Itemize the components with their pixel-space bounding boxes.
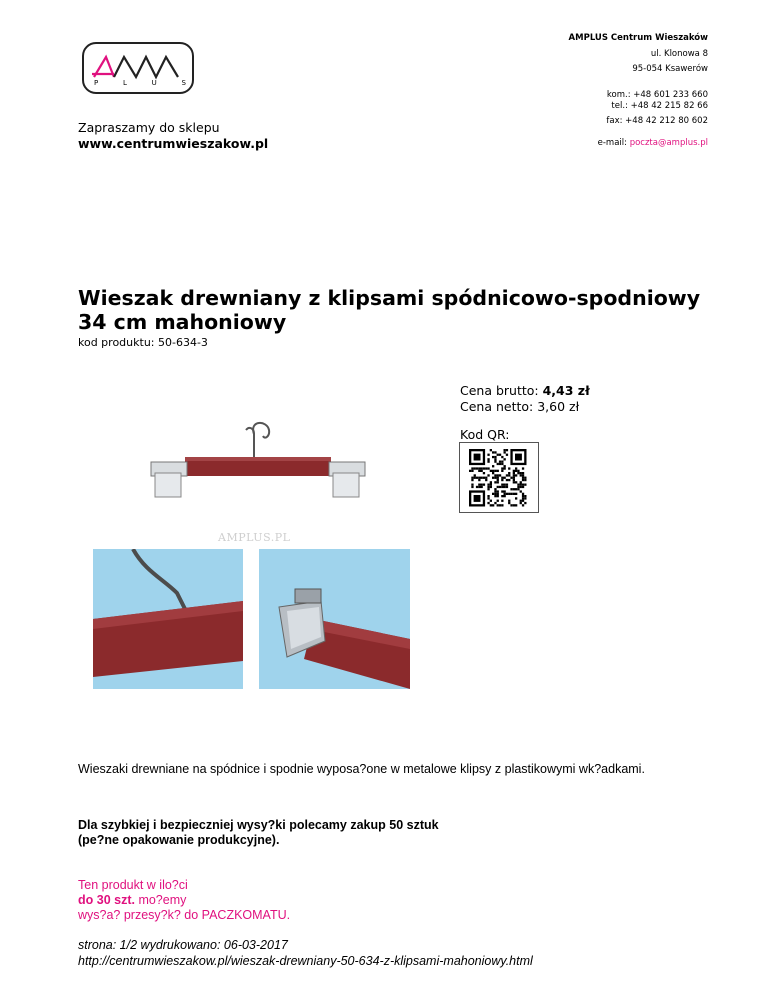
shop-url-link[interactable]: www.centrumwieszakow.pl — [78, 136, 269, 151]
promo-line-2: do 30 szt. mo?emy — [78, 893, 187, 907]
promo-line-1: Ten produkt w ilo?ci — [78, 878, 188, 892]
shop-invite — [78, 120, 268, 152]
shipping-line-2: (pe?ne opakowanie produkcyjne). — [78, 833, 280, 847]
company-street: ul. Klonowa 8 — [650, 48, 708, 59]
company-city: 95-054 Ksawerów — [632, 64, 708, 74]
product-code: kod produktu: 50-634-3 — [78, 336, 208, 349]
price-block — [460, 383, 590, 415]
price-gross-line: Cena brutto: 4,43 zł — [460, 383, 590, 398]
company-fax: fax: +48 42 212 80 602 — [606, 115, 708, 126]
price-net: 3,60 zł — [537, 399, 580, 414]
company-info — [569, 34, 708, 148]
company-email-line — [569, 139, 708, 148]
qr-label: Kod QR: — [460, 427, 510, 442]
company-name: AMPLUS Centrum Wieszaków — [568, 33, 708, 43]
shipping-recommendation — [78, 818, 439, 848]
email-link[interactable]: poczta@amplus.pl — [629, 138, 708, 148]
footer-page-info: strona: 1/2 wydrukowano: 06-03-2017 — [78, 938, 288, 952]
detail-photo-clip — [259, 549, 410, 689]
email-label: e-mail: — [597, 138, 630, 148]
print-footer — [78, 937, 533, 969]
qr-code — [459, 442, 539, 513]
price-gross: 4,43 zł — [542, 383, 590, 398]
promo-line-3: wys?a? przesy?k? do PACZKOMATU. — [78, 908, 291, 922]
product-description: Wieszaki drewniane na spódnice i spodnie wyposa?one w metalowe klipsy z plastikowymi wk?adkami. — [78, 762, 645, 776]
invite-text: Zapraszamy do sklepu — [78, 120, 220, 135]
logo-letters: P L U S — [94, 79, 186, 87]
detail-photo-hook — [93, 549, 243, 689]
product-main-image — [137, 390, 377, 542]
company-mobile: kom.: +48 601 233 660 — [606, 89, 708, 100]
footer-url[interactable]: http://centrumwieszakow.pl/wieszak-drewniany-50-634-z-klipsami-mahoniowy.html — [78, 954, 533, 968]
product-title: Wieszak drewniany z klipsami spódnicowo-spodniowy 34 cm mahoniowy — [78, 286, 701, 334]
shipping-line-1: Dla szybkiej i bezpieczniej wysy?ki polecamy zakup 50 sztuk — [78, 818, 439, 832]
image-watermark: AMPLUS.PL — [218, 531, 291, 544]
company-logo — [82, 42, 194, 94]
parcel-locker-info — [78, 878, 290, 923]
price-net-line: Cena netto: 3,60 zł — [460, 399, 580, 414]
company-phone: tel.: +48 42 215 82 66 — [611, 101, 708, 111]
